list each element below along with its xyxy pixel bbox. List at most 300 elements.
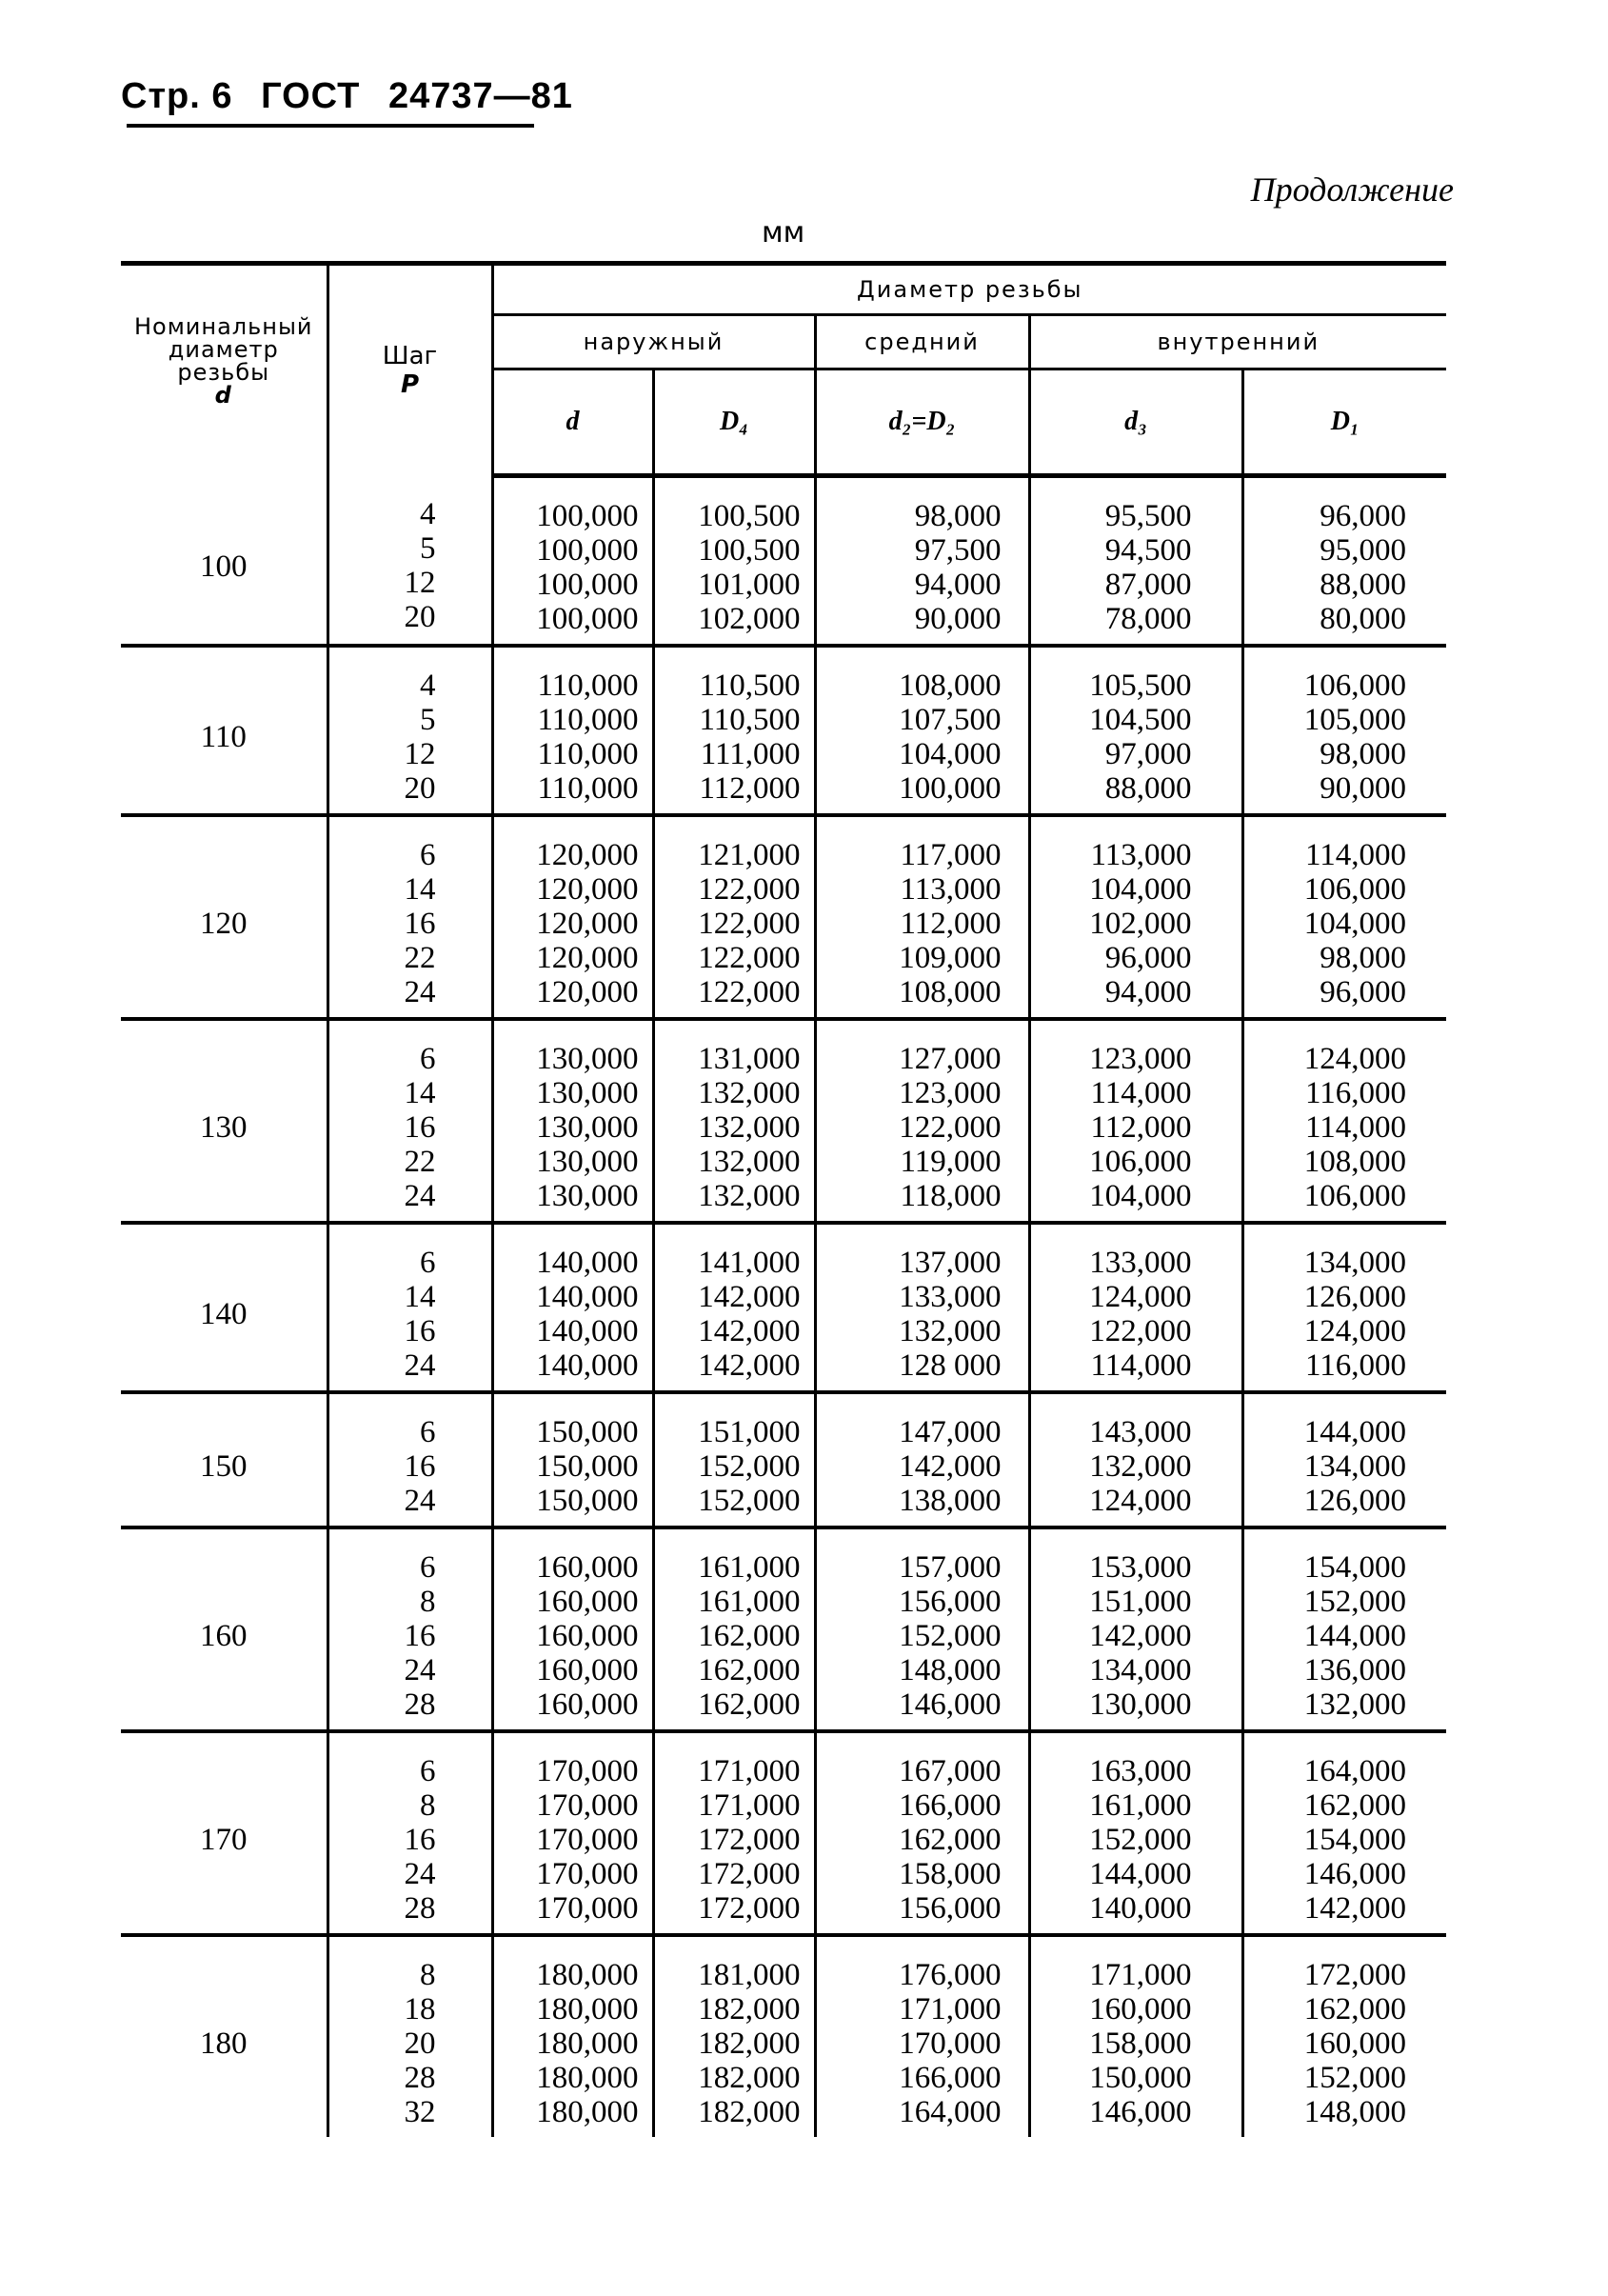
value-step: 14 <box>404 1076 436 1110</box>
header-col-d3: d₃ <box>1029 369 1242 476</box>
value-inner-D1: 146,000 <box>1303 1857 1407 1891</box>
value-middle-d2: 164,000 <box>899 2095 1002 2129</box>
value-outer-d: 170,000 <box>536 1823 639 1857</box>
value-inner-D1: 144,000 <box>1303 1619 1407 1653</box>
value-inner-d3: 102,000 <box>1089 907 1192 941</box>
value-step: 4 <box>420 669 436 703</box>
value-step: 8 <box>420 1585 436 1619</box>
value-inner-d3: 146,000 <box>1089 2095 1192 2129</box>
cell-outer-D4 <box>653 1935 815 2137</box>
value-step: 16 <box>404 1110 436 1145</box>
value-inner-D1: 124,000 <box>1303 1042 1407 1076</box>
table-row-group <box>121 1731 1446 1935</box>
value-step: 6 <box>420 838 436 872</box>
value-middle-d2: 90,000 <box>914 602 1002 636</box>
value-inner-D1: 106,000 <box>1303 872 1407 907</box>
value-middle-d2: 170,000 <box>899 2026 1002 2061</box>
header-diameter: Диаметр резьбы <box>492 264 1446 315</box>
continuation-label: Продолжение <box>1250 170 1454 209</box>
value-middle-d2: 118,000 <box>900 1179 1002 1213</box>
value-step: 32 <box>404 2095 436 2129</box>
value-step: 16 <box>404 1619 436 1653</box>
value-outer-d: 130,000 <box>536 1076 639 1110</box>
cell-inner-d3 <box>1029 1019 1242 1223</box>
value-inner-d3: 112,000 <box>1090 1110 1192 1145</box>
cell-outer-D4 <box>653 476 815 647</box>
value-step: 16 <box>404 1449 436 1484</box>
cell-nominal <box>121 1019 328 1223</box>
value-middle-d2: 137,000 <box>899 1246 1002 1280</box>
value-middle-d2: 148,000 <box>899 1653 1002 1687</box>
value-inner-D1: 164,000 <box>1303 1754 1407 1788</box>
value-outer-D4: 152,000 <box>698 1449 801 1484</box>
cell-outer-d <box>492 1731 653 1935</box>
value-outer-D4: 142,000 <box>698 1280 801 1314</box>
value-inner-D1: 154,000 <box>1303 1550 1407 1585</box>
value-inner-d3: 123,000 <box>1089 1042 1192 1076</box>
value-outer-D4: 122,000 <box>698 941 801 975</box>
value-step: 18 <box>404 1992 436 2026</box>
value-step: 28 <box>404 1687 436 1722</box>
cell-middle-d2 <box>815 1223 1029 1392</box>
value-outer-D4: 172,000 <box>698 1891 801 1926</box>
table-row-group <box>121 646 1446 815</box>
value-step: 24 <box>404 1179 436 1213</box>
cell-nominal <box>121 815 328 1019</box>
cell-step <box>328 476 492 647</box>
cell-outer-D4 <box>653 815 815 1019</box>
header-col-D1: D₁ <box>1242 369 1446 476</box>
value-outer-d: 100,000 <box>536 602 639 636</box>
value-step: 14 <box>404 1280 436 1314</box>
value-outer-D4: 142,000 <box>698 1348 801 1383</box>
value-outer-d: 120,000 <box>536 975 639 1009</box>
value-outer-D4: 102,000 <box>698 602 801 636</box>
value-inner-D1: 126,000 <box>1303 1484 1407 1518</box>
value-step: 4 <box>420 496 436 531</box>
value-inner-d3: 94,500 <box>1104 533 1192 568</box>
value-inner-d3: 94,000 <box>1104 975 1192 1009</box>
value-step: 22 <box>404 941 436 975</box>
value-inner-d3: 122,000 <box>1089 1314 1192 1348</box>
value-outer-D4: 171,000 <box>698 1754 801 1788</box>
value-outer-D4: 152,000 <box>698 1484 801 1518</box>
value-outer-d: 160,000 <box>536 1550 639 1585</box>
value-step: 28 <box>404 1891 436 1926</box>
value-outer-d: 170,000 <box>536 1891 639 1926</box>
value-outer-D4: 181,000 <box>698 1958 801 1992</box>
cell-outer-d <box>492 646 653 815</box>
value-middle-d2: 94,000 <box>914 568 1002 602</box>
value-step: 8 <box>420 1788 436 1823</box>
nominal-value: 180 <box>200 2026 248 2061</box>
value-inner-D1: 106,000 <box>1303 669 1407 703</box>
value-outer-D4: 100,500 <box>698 533 801 568</box>
value-inner-d3: 124,000 <box>1089 1484 1192 1518</box>
value-middle-d2: 123,000 <box>899 1076 1002 1110</box>
value-inner-D1: 136,000 <box>1303 1653 1407 1687</box>
value-outer-D4: 162,000 <box>698 1653 801 1687</box>
cell-outer-D4 <box>653 1019 815 1223</box>
value-step: 16 <box>404 1823 436 1857</box>
cell-inner-D1 <box>1242 1223 1446 1392</box>
cell-inner-d3 <box>1029 1935 1242 2137</box>
value-middle-d2: 109,000 <box>899 941 1002 975</box>
value-outer-D4: 132,000 <box>698 1076 801 1110</box>
value-outer-d: 160,000 <box>536 1687 639 1722</box>
value-middle-d2: 133,000 <box>899 1280 1002 1314</box>
value-outer-D4: 121,000 <box>698 838 801 872</box>
value-middle-d2: 108,000 <box>899 669 1002 703</box>
table-row-group <box>121 476 1446 647</box>
value-middle-d2: 132,000 <box>899 1314 1002 1348</box>
value-step: 5 <box>420 703 436 737</box>
value-inner-d3: 105,500 <box>1089 669 1192 703</box>
value-inner-D1: 90,000 <box>1320 771 1407 806</box>
value-inner-D1: 96,000 <box>1320 975 1407 1009</box>
value-middle-d2: 97,500 <box>914 533 1002 568</box>
value-outer-d: 180,000 <box>536 2026 639 2061</box>
value-inner-d3: 124,000 <box>1089 1280 1192 1314</box>
value-outer-d: 160,000 <box>536 1585 639 1619</box>
unit-label: мм <box>762 216 805 250</box>
cell-outer-d <box>492 476 653 647</box>
value-inner-d3: 160,000 <box>1089 1992 1192 2026</box>
value-middle-d2: 166,000 <box>899 1788 1002 1823</box>
value-inner-d3: 104,000 <box>1089 1179 1192 1213</box>
cell-outer-D4 <box>653 1223 815 1392</box>
value-inner-d3: 153,000 <box>1089 1550 1192 1585</box>
value-inner-D1: 152,000 <box>1303 2061 1407 2095</box>
value-inner-d3: 95,500 <box>1104 499 1192 533</box>
value-middle-d2: 128 000 <box>899 1348 1002 1383</box>
cell-inner-d3 <box>1029 646 1242 815</box>
value-outer-D4: 172,000 <box>698 1823 801 1857</box>
page-label: Стр. 6 <box>121 76 233 116</box>
cell-inner-D1 <box>1242 646 1446 815</box>
value-outer-d: 100,000 <box>536 533 639 568</box>
value-inner-d3: 150,000 <box>1089 2061 1192 2095</box>
value-middle-d2: 138,000 <box>899 1484 1002 1518</box>
cell-outer-d <box>492 1392 653 1527</box>
nominal-value: 130 <box>200 1110 248 1145</box>
table-row-group <box>121 1019 1446 1223</box>
value-outer-d: 150,000 <box>536 1484 639 1518</box>
cell-nominal <box>121 1935 328 2137</box>
value-middle-d2: 176,000 <box>899 1958 1002 1992</box>
value-outer-d: 110,000 <box>537 703 639 737</box>
value-outer-d: 120,000 <box>536 907 639 941</box>
value-inner-d3: 158,000 <box>1089 2026 1192 2061</box>
cell-inner-d3 <box>1029 476 1242 647</box>
header-col-d2D2: d₂=D₂ <box>815 369 1029 476</box>
value-outer-D4: 132,000 <box>698 1110 801 1145</box>
value-outer-D4: 110,500 <box>699 669 801 703</box>
value-outer-D4: 112,000 <box>699 771 801 806</box>
header-step <box>328 264 492 476</box>
header-nominal <box>121 264 328 476</box>
value-middle-d2: 171,000 <box>899 1992 1002 2026</box>
table-row-group <box>121 1527 1446 1731</box>
value-inner-d3: 143,000 <box>1089 1415 1192 1449</box>
value-middle-d2: 162,000 <box>899 1823 1002 1857</box>
cell-outer-d <box>492 1019 653 1223</box>
cell-middle-d2 <box>815 815 1029 1019</box>
value-inner-d3: 113,000 <box>1090 838 1192 872</box>
cell-inner-D1 <box>1242 1019 1446 1223</box>
table-header <box>121 264 1446 476</box>
cell-outer-d <box>492 1223 653 1392</box>
value-outer-D4: 182,000 <box>698 1992 801 2026</box>
cell-step <box>328 815 492 1019</box>
cell-nominal <box>121 1527 328 1731</box>
value-outer-D4: 111,000 <box>700 737 801 771</box>
cell-middle-d2 <box>815 646 1029 815</box>
cell-nominal <box>121 646 328 815</box>
value-step: 6 <box>420 1246 436 1280</box>
value-outer-D4: 182,000 <box>698 2095 801 2129</box>
value-outer-D4: 122,000 <box>698 975 801 1009</box>
nominal-value: 110 <box>200 720 247 754</box>
value-inner-D1: 114,000 <box>1305 838 1407 872</box>
value-outer-d: 170,000 <box>536 1857 639 1891</box>
cell-outer-D4 <box>653 1527 815 1731</box>
value-inner-d3: 161,000 <box>1089 1788 1192 1823</box>
header-underline <box>127 124 534 128</box>
header-outer: наружный <box>492 315 815 369</box>
value-inner-d3: 151,000 <box>1089 1585 1192 1619</box>
value-outer-d: 130,000 <box>536 1179 639 1213</box>
value-inner-D1: 88,000 <box>1320 568 1407 602</box>
cell-outer-D4 <box>653 1392 815 1527</box>
value-inner-D1: 96,000 <box>1320 499 1407 533</box>
cell-middle-d2 <box>815 1527 1029 1731</box>
value-outer-D4: 131,000 <box>698 1042 801 1076</box>
nominal-value: 150 <box>200 1449 248 1484</box>
header-inner: внутренний <box>1029 315 1446 369</box>
value-middle-d2: 152,000 <box>899 1619 1002 1653</box>
value-step: 20 <box>404 2026 436 2061</box>
value-outer-d: 160,000 <box>536 1653 639 1687</box>
value-inner-D1: 154,000 <box>1303 1823 1407 1857</box>
value-outer-d: 150,000 <box>536 1415 639 1449</box>
value-step: 24 <box>404 1653 436 1687</box>
value-inner-d3: 130,000 <box>1089 1687 1192 1722</box>
value-inner-d3: 78,000 <box>1104 602 1192 636</box>
value-middle-d2: 100,000 <box>899 771 1002 806</box>
cell-nominal <box>121 476 328 647</box>
header-col-D4: D₄ <box>653 369 815 476</box>
value-inner-D1: 144,000 <box>1303 1415 1407 1449</box>
value-middle-d2: 107,500 <box>899 703 1002 737</box>
nominal-value: 100 <box>200 549 248 584</box>
value-step: 24 <box>404 1484 436 1518</box>
value-outer-d: 120,000 <box>536 872 639 907</box>
value-inner-D1: 105,000 <box>1303 703 1407 737</box>
table-row-group <box>121 1392 1446 1527</box>
value-inner-D1: 98,000 <box>1320 941 1407 975</box>
nominal-value: 120 <box>200 907 248 941</box>
cell-inner-D1 <box>1242 476 1446 647</box>
table-body <box>121 476 1446 2138</box>
value-outer-D4: 151,000 <box>698 1415 801 1449</box>
value-outer-d: 110,000 <box>537 669 639 703</box>
value-step: 24 <box>404 1857 436 1891</box>
value-step: 6 <box>420 1042 436 1076</box>
value-outer-D4: 142,000 <box>698 1314 801 1348</box>
value-outer-d: 130,000 <box>536 1042 639 1076</box>
cell-outer-D4 <box>653 1731 815 1935</box>
value-step: 20 <box>404 599 436 634</box>
cell-step <box>328 1392 492 1527</box>
cell-middle-d2 <box>815 1731 1029 1935</box>
value-inner-D1: 114,000 <box>1305 1110 1407 1145</box>
value-middle-d2: 147,000 <box>899 1415 1002 1449</box>
value-outer-D4: 100,500 <box>698 499 801 533</box>
value-middle-d2: 158,000 <box>899 1857 1002 1891</box>
value-inner-d3: 132,000 <box>1089 1449 1192 1484</box>
value-middle-d2: 157,000 <box>899 1550 1002 1585</box>
value-middle-d2: 98,000 <box>914 499 1002 533</box>
value-middle-d2: 146,000 <box>899 1687 1002 1722</box>
cell-inner-D1 <box>1242 815 1446 1019</box>
value-step: 16 <box>404 907 436 941</box>
value-outer-D4: 162,000 <box>698 1687 801 1722</box>
value-outer-D4: 171,000 <box>698 1788 801 1823</box>
cell-nominal <box>121 1223 328 1392</box>
value-outer-D4: 122,000 <box>698 872 801 907</box>
value-inner-D1: 162,000 <box>1303 1992 1407 2026</box>
value-middle-d2: 156,000 <box>899 1585 1002 1619</box>
value-middle-d2: 119,000 <box>900 1145 1002 1179</box>
cell-inner-d3 <box>1029 1223 1242 1392</box>
cell-step <box>328 1731 492 1935</box>
value-step: 20 <box>404 771 436 806</box>
value-outer-D4: 110,500 <box>699 703 801 737</box>
header-col-d: d <box>492 369 653 476</box>
value-inner-d3: 97,000 <box>1104 737 1192 771</box>
cell-outer-d <box>492 1935 653 2137</box>
value-inner-D1: 134,000 <box>1303 1449 1407 1484</box>
value-outer-d: 130,000 <box>536 1110 639 1145</box>
value-step: 22 <box>404 1145 436 1179</box>
value-step: 6 <box>420 1754 436 1788</box>
cell-inner-d3 <box>1029 815 1242 1019</box>
table-row-group <box>121 815 1446 1019</box>
cell-step <box>328 1935 492 2137</box>
value-inner-D1: 95,000 <box>1320 533 1407 568</box>
value-inner-D1: 172,000 <box>1303 1958 1407 1992</box>
nominal-value: 170 <box>200 1823 248 1857</box>
value-outer-d: 170,000 <box>536 1754 639 1788</box>
value-outer-D4: 182,000 <box>698 2061 801 2095</box>
cell-inner-d3 <box>1029 1392 1242 1527</box>
value-middle-d2: 127,000 <box>899 1042 1002 1076</box>
header-middle: средний <box>815 315 1029 369</box>
standard-name: ГОСТ <box>261 76 361 116</box>
value-outer-D4: 162,000 <box>698 1619 801 1653</box>
value-inner-d3: 144,000 <box>1089 1857 1192 1891</box>
value-outer-d: 140,000 <box>536 1280 639 1314</box>
value-inner-d3: 133,000 <box>1089 1246 1192 1280</box>
value-inner-D1: 134,000 <box>1303 1246 1407 1280</box>
value-inner-d3: 106,000 <box>1089 1145 1192 1179</box>
value-outer-d: 180,000 <box>536 1992 639 2026</box>
value-inner-d3: 152,000 <box>1089 1823 1192 1857</box>
value-inner-d3: 88,000 <box>1104 771 1192 806</box>
value-outer-d: 100,000 <box>536 499 639 533</box>
value-outer-d: 110,000 <box>537 771 639 806</box>
nominal-value: 160 <box>200 1619 248 1653</box>
value-inner-d3: 114,000 <box>1090 1076 1192 1110</box>
value-inner-D1: 162,000 <box>1303 1788 1407 1823</box>
cell-outer-d <box>492 1527 653 1731</box>
value-inner-D1: 98,000 <box>1320 737 1407 771</box>
value-outer-d: 120,000 <box>536 838 639 872</box>
page-header <box>121 76 590 117</box>
cell-step <box>328 1527 492 1731</box>
header-nominal-label: Номинальный диаметр резьбы <box>133 313 313 386</box>
value-inner-d3: 87,000 <box>1104 568 1192 602</box>
value-outer-d: 120,000 <box>536 941 639 975</box>
value-step: 6 <box>420 1415 436 1449</box>
value-inner-d3: 96,000 <box>1104 941 1192 975</box>
value-outer-D4: 161,000 <box>698 1550 801 1585</box>
cell-middle-d2 <box>815 1392 1029 1527</box>
value-inner-D1: 160,000 <box>1303 2026 1407 2061</box>
value-inner-D1: 106,000 <box>1303 1179 1407 1213</box>
value-inner-D1: 104,000 <box>1303 907 1407 941</box>
header-step-label: Шаг <box>382 342 438 371</box>
value-inner-d3: 140,000 <box>1089 1891 1192 1926</box>
value-middle-d2: 167,000 <box>899 1754 1002 1788</box>
cell-step <box>328 646 492 815</box>
cell-step <box>328 1223 492 1392</box>
value-middle-d2: 108,000 <box>899 975 1002 1009</box>
cell-outer-D4 <box>653 646 815 815</box>
value-step: 5 <box>420 530 436 566</box>
value-outer-d: 180,000 <box>536 1958 639 1992</box>
value-outer-D4: 182,000 <box>698 2026 801 2061</box>
cell-inner-d3 <box>1029 1731 1242 1935</box>
cell-inner-D1 <box>1242 1935 1446 2137</box>
value-inner-d3: 134,000 <box>1089 1653 1192 1687</box>
value-inner-d3: 142,000 <box>1089 1619 1192 1653</box>
value-outer-D4: 101,000 <box>698 568 801 602</box>
cell-inner-D1 <box>1242 1731 1446 1935</box>
cell-inner-D1 <box>1242 1392 1446 1527</box>
value-middle-d2: 113,000 <box>900 872 1002 907</box>
value-step: 12 <box>404 565 436 600</box>
value-middle-d2: 156,000 <box>899 1891 1002 1926</box>
value-inner-d3: 114,000 <box>1090 1348 1192 1383</box>
value-outer-D4: 141,000 <box>698 1246 801 1280</box>
standard-number: 24737—81 <box>387 76 573 116</box>
cell-inner-d3 <box>1029 1527 1242 1731</box>
value-outer-D4: 172,000 <box>698 1857 801 1891</box>
value-step: 12 <box>404 737 436 771</box>
value-inner-D1: 124,000 <box>1303 1314 1407 1348</box>
table-row-group <box>121 1223 1446 1392</box>
thread-diameter-table <box>121 261 1446 2137</box>
value-outer-d: 130,000 <box>536 1145 639 1179</box>
value-outer-d: 110,000 <box>537 737 639 771</box>
value-step: 24 <box>404 975 436 1009</box>
value-outer-D4: 132,000 <box>698 1179 801 1213</box>
value-inner-d3: 163,000 <box>1089 1754 1192 1788</box>
value-middle-d2: 122,000 <box>899 1110 1002 1145</box>
value-outer-d: 180,000 <box>536 2061 639 2095</box>
